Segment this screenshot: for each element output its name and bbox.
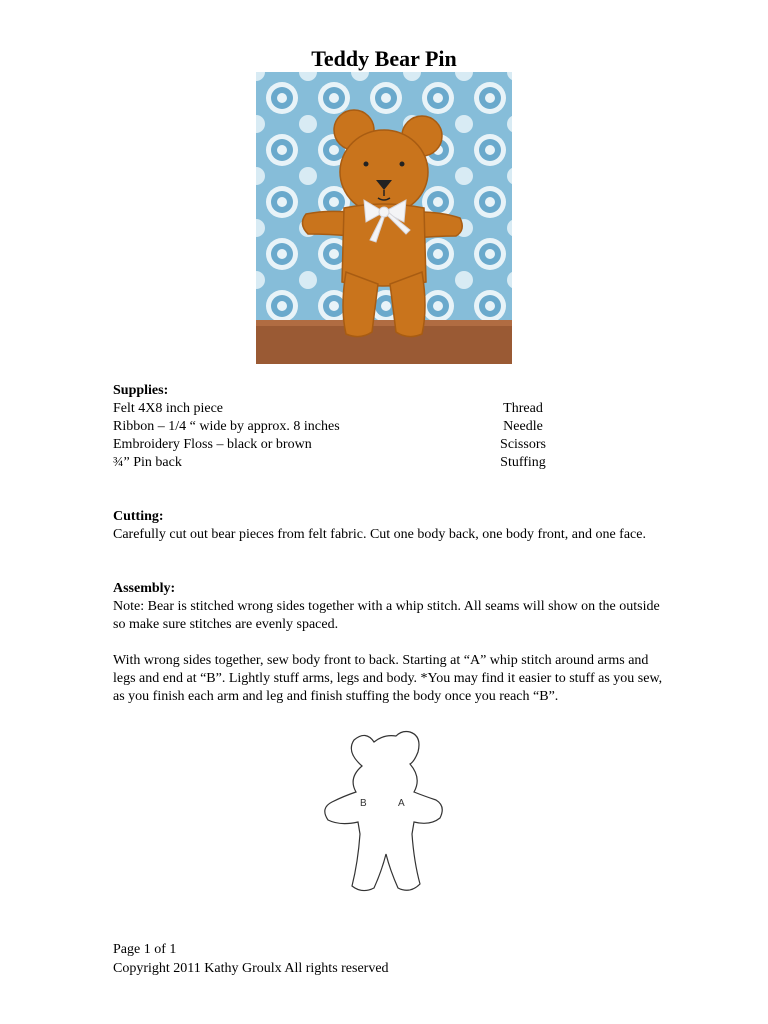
assembly-section <box>113 580 673 706</box>
cutting-text: Carefully cut out bear pieces from felt fabric. Cut one body back, one body front, and one face. <box>113 527 646 542</box>
supplies-row <box>113 400 673 418</box>
supplies-row <box>113 454 673 472</box>
supply-item: Stuffing <box>500 455 546 470</box>
page-footer <box>113 940 389 978</box>
supply-item: Thread <box>503 401 543 416</box>
supplies-row <box>113 418 673 436</box>
teddy-bear-photo <box>256 72 512 364</box>
supply-item: Needle <box>503 419 543 434</box>
supply-item: Ribbon – 1/4 “ wide by approx. 8 inches <box>113 419 340 434</box>
page-title: Teddy Bear Pin <box>311 46 457 71</box>
teddy-bear-illustration <box>256 72 512 364</box>
supplies-section <box>113 382 673 472</box>
cutting-heading: Cutting: <box>113 509 164 524</box>
supply-item: Scissors <box>500 437 546 452</box>
supplies-row <box>113 436 673 454</box>
supplies-heading: Supplies: <box>113 383 169 398</box>
assembly-steps: With wrong sides together, sew body front to back. Starting at “A” whip stitch around arms and legs and end at “B”. Lightly stuff arms, legs and body. *You may find it easier to stuff as you sew, as you finish each arm and leg and finish stuffing the body once you reach “B”. <box>113 653 663 704</box>
supply-item: ¾” Pin back <box>113 455 182 470</box>
cutting-section <box>113 508 673 544</box>
pattern-label-a: A <box>398 798 405 809</box>
assembly-heading: Assembly: <box>113 581 176 596</box>
bear-pattern-svg <box>310 722 460 908</box>
copyright-notice: Copyright 2011 Kathy Groulx All rights reserved <box>113 961 389 976</box>
assembly-note: Note: Bear is stitched wrong sides together with a whip stitch. All seams will show on the outside so make sure stitches are evenly spaced. <box>113 599 660 632</box>
supply-item: Felt 4X8 inch piece <box>113 401 224 416</box>
supply-item: Embroidery Floss – black or brown <box>113 437 312 452</box>
bear-pattern-outline <box>310 722 460 908</box>
pattern-label-b: B <box>360 798 367 809</box>
page-number: Page 1 of 1 <box>113 942 177 957</box>
